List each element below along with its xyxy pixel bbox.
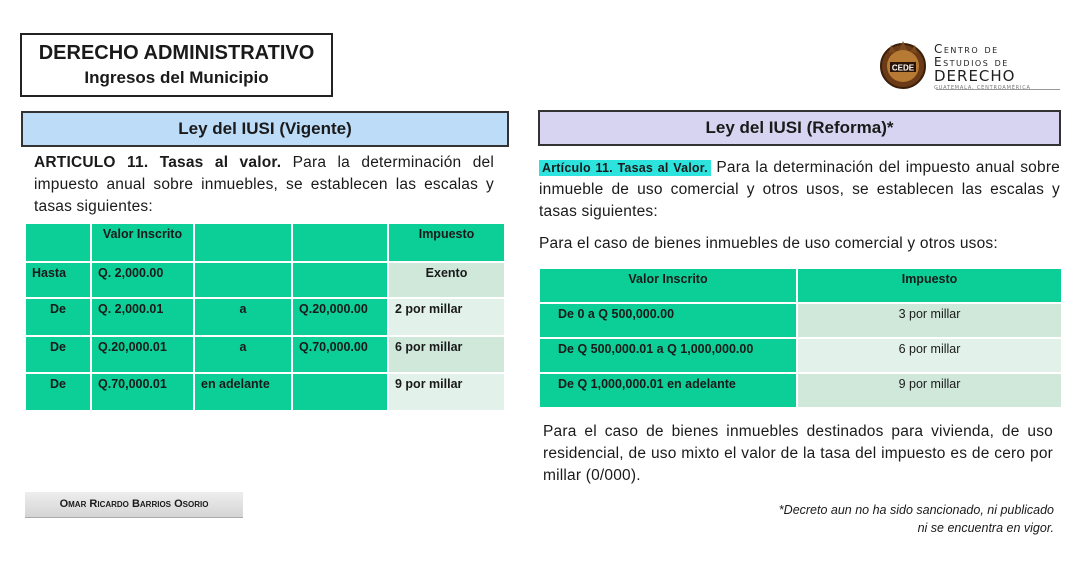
footnote-line-2: ni se encuentra en vigor. [917,521,1054,535]
table-row [539,338,1062,373]
logo-line-2: Estudios de [934,55,1009,69]
table-cell [292,262,388,298]
logo-tagline: GUATEMALA, CENTROAMÉRICA [934,85,1031,91]
cede-logo [876,36,1066,94]
table-cell: De [25,298,91,336]
table-cell: De [25,336,91,373]
table-header-cell: Valor Inscrito [91,223,194,262]
table-cell: 2 por millar [388,298,505,336]
table-row [25,298,505,336]
table-cell: De 0 a Q 500,000.00 [539,303,797,338]
right-residential-text: Para el caso de bienes inmuebles destinados para vivienda, de uso residencial, de uso mixto el valor de la tasa del impuesto es de cero por millar (0/000). [543,423,1053,484]
left-article-paragraph [34,152,494,218]
table-row [25,373,505,411]
table-header-cell: Impuesto [797,268,1062,303]
table-header-cell [194,223,292,262]
logo-line-1: Centro de [934,42,999,56]
table-cell [292,373,388,411]
table-header-cell: Valor Inscrito [539,268,797,303]
table-cell: Q.70,000.00 [292,336,388,373]
table-cell: Hasta [25,262,91,298]
table-cell: a [194,336,292,373]
title-box [20,33,333,97]
table-header-row [25,223,505,262]
page-title: DERECHO ADMINISTRATIVO [38,42,315,64]
table-row [25,336,505,373]
left-rate-table [24,222,506,412]
table-cell: 9 por millar [797,373,1062,408]
right-case-text: Para el caso de bienes inmuebles de uso comercial y otros usos: [539,235,998,252]
table-row [539,373,1062,408]
table-cell: Q. 2,000.00 [91,262,194,298]
table-header-cell: Impuesto [388,223,505,262]
logo-rule [936,89,1060,90]
right-section-heading: Ley del IUSI (Reforma)* [538,110,1061,146]
right-article-title: Artículo 11. Tasas al Valor. [539,160,711,176]
logo-line-3: DERECHO [934,67,1016,85]
table-row [539,303,1062,338]
page-subtitle: Ingresos del Municipio [84,68,269,87]
right-rate-table [538,267,1063,409]
table-header-cell [25,223,91,262]
left-section-heading: Ley del IUSI (Vigente) [21,111,509,147]
table-cell: 6 por millar [797,338,1062,373]
table-cell: De Q 1,000,000.01 en adelante [539,373,797,408]
table-cell: en adelante [194,373,292,411]
table-cell [194,262,292,298]
cede-seal-icon [876,36,934,94]
left-article-text: Para la determinación del impuesto anual sobre inmuebles, se establecen las escalas y tasas siguientes: [34,154,494,215]
table-cell: De Q 500,000.01 a Q 1,000,000.00 [539,338,797,373]
table-cell: 3 por millar [797,303,1062,338]
table-header-cell [292,223,388,262]
author-label: Omar Ricardo Barrios Osorio [25,492,243,518]
table-cell: Q.20,000.01 [91,336,194,373]
table-row [25,262,505,298]
table-cell: Q.20,000.00 [292,298,388,336]
left-article-title: ARTICULO 11. Tasas al valor. [34,154,282,171]
table-header-row [539,268,1062,303]
svg-text:CEDE: CEDE [891,63,915,73]
table-cell: 9 por millar [388,373,505,411]
table-cell: De [25,373,91,411]
table-cell: Q. 2,000.01 [91,298,194,336]
table-cell: Q.70,000.01 [91,373,194,411]
table-cell: 6 por millar [388,336,505,373]
table-cell: a [194,298,292,336]
table-cell: Exento [388,262,505,298]
right-article-text: Para la determinación del impuesto anual sobre inmueble de uso comercial y otros usos, se establecen las escalas y tasas siguientes: [539,159,1060,220]
cede-brand-text [934,43,1031,92]
right-article-paragraph [539,157,1060,223]
footnote [714,501,1054,537]
footnote-line-1: *Decreto aun no ha sido sancionado, ni publicado [778,503,1054,517]
